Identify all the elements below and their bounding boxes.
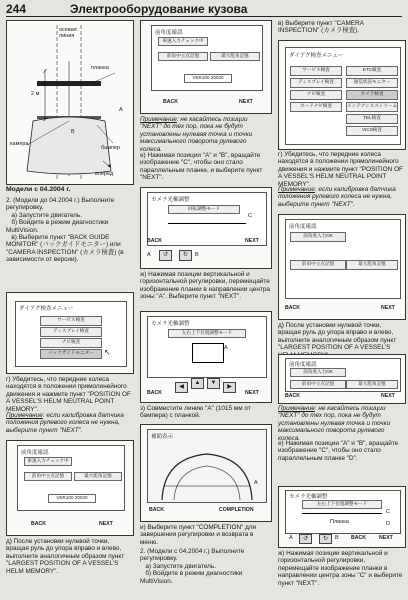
next-button-col2[interactable]: NEXT — [239, 99, 253, 105]
version-field-col2: VER100 20020 — [184, 74, 232, 83]
forward-label: вперед — [95, 171, 114, 177]
note-col2 — [140, 116, 270, 153]
angle-input-ok-d: 前角度入力OK — [290, 232, 346, 242]
back-button-guide[interactable]: BACK — [149, 507, 164, 513]
back-button-col2[interactable]: BACK — [163, 99, 178, 105]
intro-col3: в) Выберите пункт "CAMERA INSPECTION" (カメラ検査). — [278, 20, 364, 35]
max-angle-memory-button-col2[interactable]: 最大舵角記憶 — [210, 52, 260, 61]
caption-d-col1: д) После установки нулевой точки, вращая руль до упора вправо и влево, выполните аналогичным образом пункт "LARGEST POSITION OF A VESSEL'S HELM MEMORY". — [6, 538, 125, 575]
rotate-a-label-col3: A — [289, 535, 293, 541]
rotate-b-button-col3[interactable] — [319, 534, 332, 544]
line-a-label: A — [254, 480, 258, 486]
plank-d-label-col3: D — [386, 521, 390, 527]
position-mode-bar-col3: 左右上下位置調整モード — [302, 500, 382, 509]
arrow-left-icon: ◀ — [179, 384, 184, 390]
tel-check-button[interactable]: TEL検査 — [346, 114, 398, 124]
step-e-col3: е) Нажимая позиции "А" и "В", вращайте изображение "С", чтобы оно стало параллельным планке "D". — [278, 440, 399, 462]
neutral-memory-button[interactable]: 前角中立点記憶 — [24, 472, 72, 481]
diag-menu-title: ダイアグ検査メニュー — [19, 306, 74, 312]
navi-check-button-col3[interactable]: ナビ検査 — [290, 90, 342, 100]
arrow-up-icon: ▲ — [194, 380, 201, 386]
navi-check-button[interactable]: ナビ検査 — [40, 338, 102, 348]
diag-menu-screen — [15, 301, 127, 367]
vics-check-button[interactable]: VICS検査 — [346, 126, 398, 136]
note2-text-col3: : не касайтесь позиции "NEXT" до тех пор, пока не будут установлены нулевая точка и точки максимального поворота рулевого колеса. — [278, 405, 391, 442]
card-navi-button[interactable]: カードナビ検査 — [290, 102, 342, 112]
step-2-new: 2. (Модели с 04.2004 г.) Выполните регулировку. а) Запустите двигатель. б) Войдите в режим диагностики MultiVision. — [140, 548, 245, 585]
guide-screen-figure — [140, 424, 272, 522]
speed-check-button-col2[interactable]: 車速入力チェック中 — [158, 37, 208, 46]
display-check-button[interactable]: ディスプレイ検査 — [40, 327, 102, 337]
angle-input-ok-e: 前角度入力OK — [290, 368, 346, 377]
max-angle-button-col3-mid[interactable]: 最大舵角記憶 — [346, 380, 398, 389]
next-button-cam-col3[interactable]: NEXT — [379, 535, 393, 541]
steer-screen-col1 — [17, 445, 125, 511]
next-button-col1[interactable]: NEXT — [99, 521, 113, 527]
next-button-col3-top[interactable]: NEXT — [381, 305, 395, 311]
note-text-col2: : не касайтесь позиции "NEXT" до тех пор, пока не будут установлены нулевая точка и точки максимального поворота рулевого колеса. — [140, 116, 253, 153]
back-button-col3-top[interactable]: BACK — [285, 305, 300, 311]
move-right-button[interactable] — [223, 382, 236, 393]
camera-adjust-figure — [140, 187, 272, 269]
bumper-label: бампер — [101, 145, 120, 151]
note2-label-col3: Примечание — [278, 405, 315, 412]
diag-menu-screen-col3 — [285, 47, 401, 145]
note-label-col2: Примечание — [140, 116, 177, 123]
diag-menu-title-col3: ダイアグ検査メニュー — [289, 53, 344, 59]
guide-screen-title: 補助表示 — [151, 434, 174, 440]
comm-monitor-button[interactable]: 通信状況モニター — [346, 78, 398, 88]
neutral-memory-button-col2[interactable]: 前角中立点記憶 — [158, 52, 208, 61]
camera-adjust-title-col3: カメラ光軸調整 — [289, 494, 328, 500]
move-left-button[interactable] — [175, 382, 188, 393]
steer-screen-figure-col3-top — [278, 214, 406, 320]
move-up-button[interactable] — [191, 378, 204, 389]
camera-adjust-screen-col3 — [285, 490, 401, 534]
note1-text-col3: : если калибровка датчика положения рулевого колеса не нужна, выберите пункт "NEXT". — [278, 186, 396, 208]
note2-col3 — [278, 405, 404, 442]
maintenance-button[interactable]: メンテナンスストリーム — [346, 102, 398, 112]
steer-title-col3-top: 前角度確認 — [289, 224, 317, 230]
steer-screen-figure-col2 — [140, 20, 272, 114]
page-number: 244 — [6, 2, 27, 16]
etc-check-button[interactable]: ETC検査 — [346, 66, 398, 76]
move-down-button[interactable] — [207, 378, 220, 389]
next-button-col3-mid[interactable]: NEXT — [381, 393, 395, 399]
neutral-memory-button-col3-mid[interactable]: 前角中立点記憶 — [290, 380, 346, 389]
max-angle-button-col3-top[interactable]: 最大舵角記憶 — [346, 260, 398, 270]
next-button-cam[interactable]: NEXT — [245, 238, 259, 244]
plank-image-line — [168, 223, 246, 224]
diag-menu-figure-col3 — [278, 40, 406, 150]
display-check-button-col3[interactable]: ディスプレイ検査 — [290, 78, 342, 88]
vehicle-drawing — [7, 21, 133, 184]
max-angle-memory-button[interactable]: 最大舵角記憶 — [74, 472, 122, 481]
back-button-cam[interactable]: BACK — [147, 238, 162, 244]
steer-screen-figure-col1 — [6, 440, 134, 536]
plank-label: планка — [91, 65, 109, 71]
completion-button[interactable]: COMPLETION — [219, 507, 254, 513]
camera-adjust-figure-col3 — [278, 486, 406, 548]
note1-label-col3: Примечание — [278, 186, 315, 193]
back-button-col3-mid[interactable]: BACK — [285, 393, 300, 399]
zone-a-rect — [192, 343, 224, 363]
back-guide-monitor-button[interactable]: バックガイドモニター — [40, 349, 102, 359]
step-zh-col3: ж) Нажимая позиции вертикальной и горизонтальной регулировки, перемещайте изображение планки в направлении центра зоны "С" и выберите пункт "NEXT". — [278, 550, 403, 587]
axis-line-label: осевая линия — [59, 27, 77, 39]
rotate-a-button[interactable] — [159, 250, 172, 261]
pointer-icon: ↖ — [104, 348, 111, 357]
guide-lines-drawing — [148, 430, 266, 502]
position-mode-bar: 左右上下位置調整モード — [168, 329, 246, 338]
two-m-label: 2 м — [31, 91, 40, 97]
next-button-pos[interactable]: NEXT — [245, 390, 259, 396]
page-header — [6, 2, 402, 17]
image-c-label-col3: C — [386, 509, 390, 515]
rotate-a-label: A — [147, 252, 151, 258]
speed-check-button[interactable]: 車速入力チェック中 — [24, 457, 72, 466]
a-label: А — [119, 107, 123, 113]
steer-screen-title: 前角度確認 — [21, 450, 49, 456]
steer-screen-col3-top — [285, 219, 401, 299]
arrow-right-icon: ▶ — [227, 384, 232, 390]
caption-g-col1: г) Убедитесь, что передние колеса находятся в положении прямолинейного движения и нажмите пункт "POSITION OF A VESSEL'S HELM NEUTRAL POINT MEMORY". — [6, 376, 131, 413]
steer-screen-title-col2: 前角度確認 — [155, 30, 183, 36]
back-button-col1[interactable]: BACK — [31, 521, 46, 527]
step-2-old: 2. (Модели до 04.2004 г.) Выполните регулировку. а) Запустите двигатель. б) Войдите в режим диагностики MultiVision. в) Выберите пункт "BACK GUIDE MONITOR" (バックガイドモニター) или "CAMERA INSPECTION" (カメラ検査) (в зависимости от версии). — [6, 197, 124, 264]
diag-menu-figure — [6, 292, 134, 374]
b-label: В — [71, 129, 75, 135]
note1-col3 — [278, 186, 404, 208]
step-i-col2: и) Выберите пункт "COMPLETION" для завершения регулировки и возврата в меню. — [140, 524, 257, 546]
rotate-right-icon: ↻ — [182, 252, 189, 258]
rotate-mode-bar: 回転調整モード — [168, 205, 240, 214]
neutral-memory-button-col3-top[interactable]: 前角中立点記憶 — [290, 260, 346, 270]
service-check-button-col3[interactable]: サービス検査 — [290, 66, 342, 76]
service-check-button[interactable]: サービス検査 — [40, 316, 102, 326]
back-button-cam-col3[interactable]: BACK — [351, 535, 366, 541]
rotate-right-icon-col3: ↻ — [322, 536, 329, 542]
camera-adjust-title: カメラ光軸調整 — [151, 197, 190, 203]
note-text: : если калибровка датчика положения рулевого колеса не нужна, выберите пункт "NEXT". — [6, 412, 124, 434]
rotate-a-button-col3[interactable] — [299, 534, 312, 544]
image-c-label: C — [248, 213, 252, 219]
step-zh-col2: ж) Нажимая позиции вертикальной и горизонтальной регулировки, перемещайте изображение планки в направлении центра зоны "А". Выберите пункт "NEXT". — [140, 271, 270, 301]
step-e-col2: е) Нажимая позиции "А" и "В", вращайте изображение "С", чтобы оно стало параллельным планке, и выберите пункт "NEXT". — [140, 152, 263, 182]
rotate-b-button[interactable] — [179, 250, 192, 261]
rotate-left-icon: ↺ — [162, 252, 169, 258]
rotate-left-icon-col3: ↺ — [302, 536, 309, 542]
plank-image-line-col3 — [302, 513, 382, 514]
caption-g-col3: г) Убедитесь, что передние колеса находятся в положении прямолинейного движения и нажмите пункт "POSITION OF A VESSEL'S HELM NEUTRAL POINT MEMORY". — [278, 151, 403, 188]
caption-d-col3: д) После установки нулевой точки, вращая руль до упора вправо и влево, выполните аналогичным образом пункт "LARGEST POSITION OF A VESSEL'S — [278, 322, 397, 352]
zone-a-label: A — [224, 345, 228, 351]
camera-position-title: カメラ光軸調整 — [151, 321, 190, 327]
rotate-b-label: B — [195, 252, 199, 258]
steer-title-col3-mid: 前角度確認 — [289, 362, 317, 368]
note-col1 — [6, 412, 132, 434]
steer-screen-figure-col3-mid — [278, 354, 406, 404]
rotate-b-label-col3: B — [335, 535, 339, 541]
note-label: Примечание — [6, 412, 43, 419]
models-heading: Модели с 04.2004 г. — [6, 186, 71, 193]
plank-label-col3: Планка — [330, 519, 349, 525]
back-button-pos[interactable]: BACK — [147, 390, 162, 396]
step-z-col2: з) Совместите линию "А" (1015 мм от бампера) с планкой. — [140, 405, 251, 420]
page-title: Электрооборудование кузова — [70, 2, 248, 16]
guide-screen — [147, 429, 267, 503]
arrow-down-icon: ▼ — [210, 380, 217, 386]
camera-check-button[interactable]: カメラ検査 — [346, 90, 398, 100]
camera-label: камера — [10, 141, 29, 147]
camera-position-screen — [147, 316, 267, 378]
version-field: VER100 20020 — [48, 494, 96, 503]
steer-screen-col2 — [151, 25, 263, 91]
steer-screen-col3-mid — [285, 358, 401, 392]
vehicle-diagram — [6, 20, 134, 185]
camera-position-figure — [140, 311, 272, 403]
